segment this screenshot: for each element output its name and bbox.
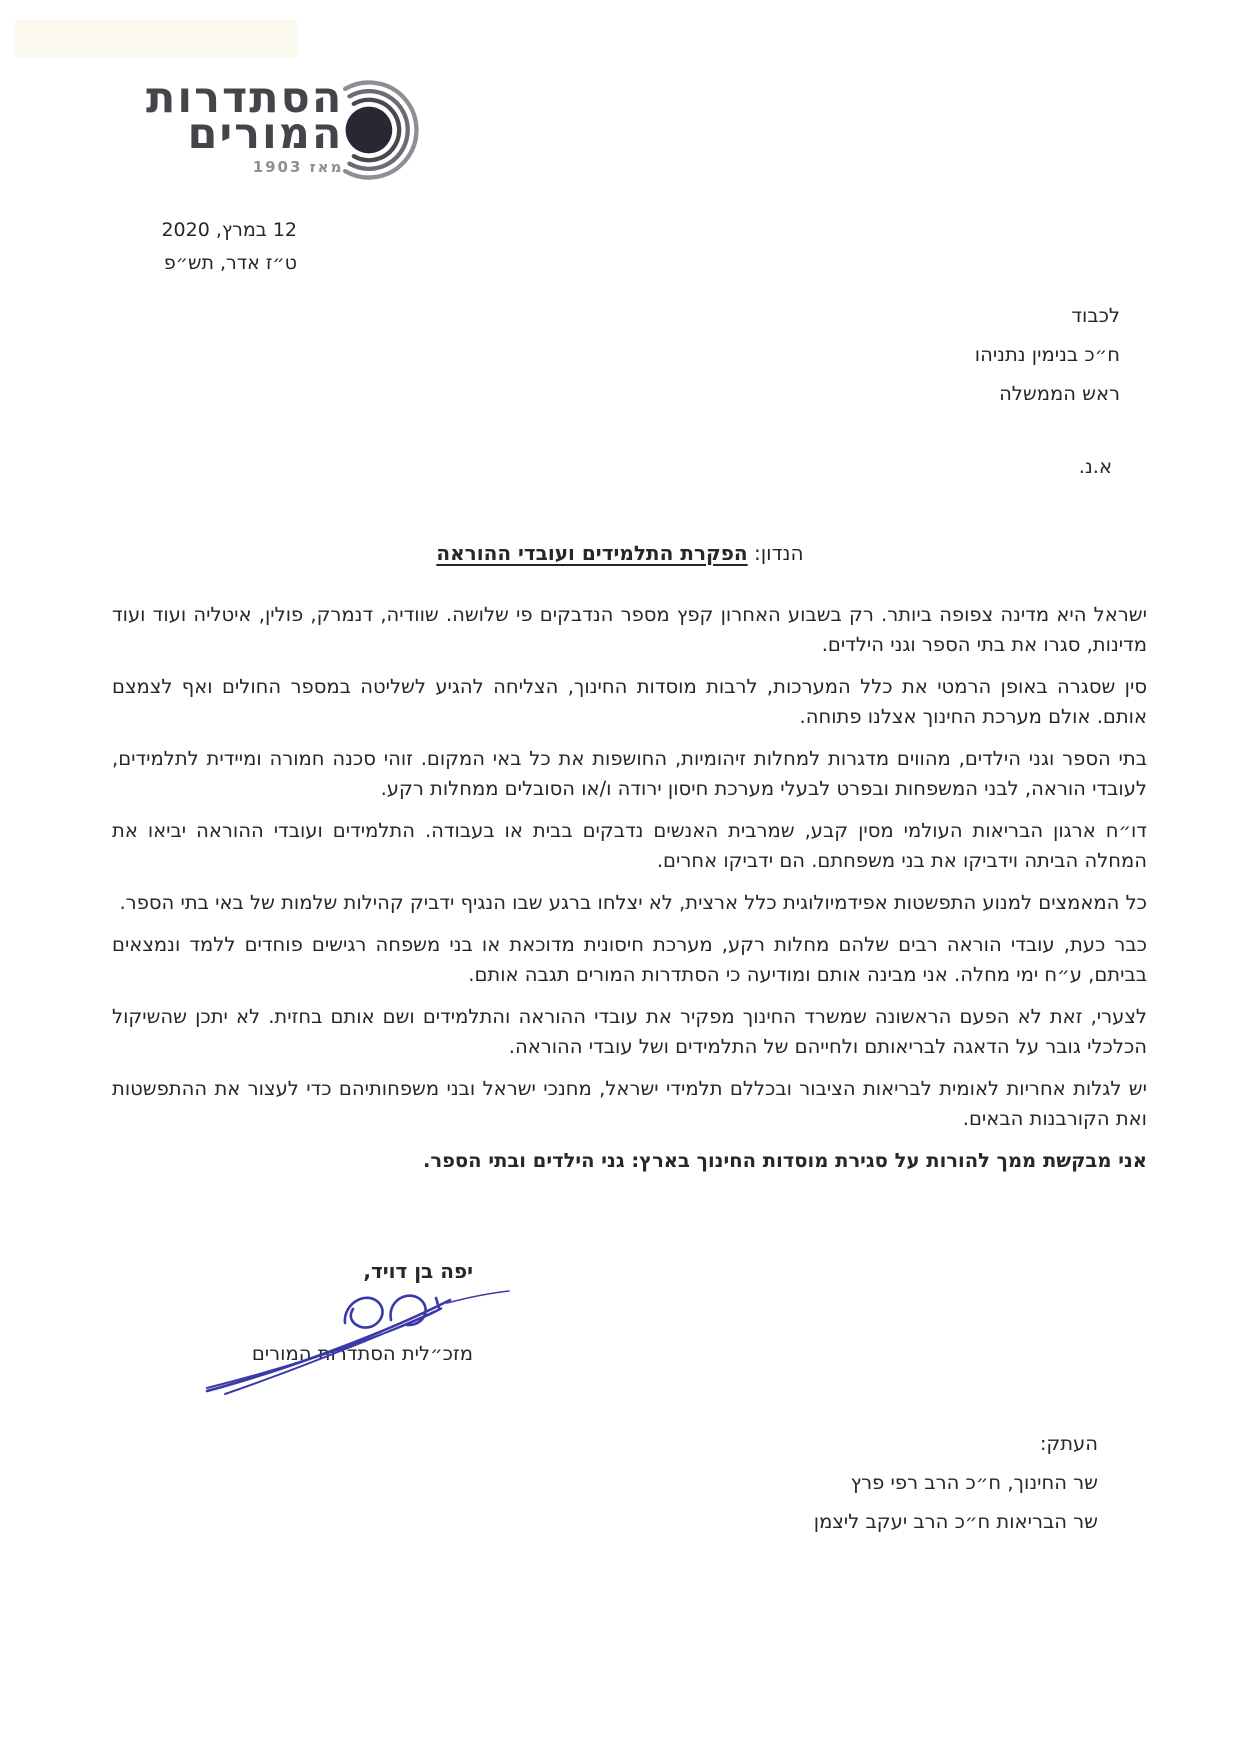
- body-paragraph: בתי הספר וגני הילדים, מהווים מדגרות למחלות זיהומיות, החושפות את כל באי המקום. זוהי סכנה חמורה ומיידית לתלמידים, לעובדי הוראה, לבני המשפחות ובפרט לבעלי מערכת חיסון ירודה ו/או הסובלים ממחלות רקע.: [112, 747, 1147, 800]
- letterhead: [146, 73, 435, 184]
- letter-body: [112, 600, 1147, 1188]
- body-paragraph: כל המאמצים למנוע התפשטות אפידמיולוגית כלל ארצית, לא יצלחו ברגע שבו הנגיף ידביק קהילות שלמות של באי בתי הספר.: [119, 891, 1147, 914]
- signature-block: [205, 1256, 473, 1369]
- signer-role: מזכ״לית הסתדרות המורים: [251, 1342, 473, 1365]
- date-hebrew: ט״ז אדר, תש״פ: [163, 252, 297, 274]
- greeting: א.נ.: [1078, 455, 1112, 478]
- org-name-line1: הסתדרות: [146, 73, 344, 123]
- subject-label: הנדון:: [753, 541, 804, 565]
- body-paragraph: דו״ח ארגון הבריאות העולמי מסין קבע, שמרבית האנשים נדבקים בבית או בעבודה. התלמידים ועובדי ההוראה יביאו את המחלה הביתה וידביקו את בני משפחתם. הם ידביקו אחרים.: [112, 819, 1147, 872]
- body-paragraph: יש לגלות אחריות לאומית לבריאות הציבור ובכללם תלמידי ישראל, מחנכי ישראל ובני משפחותיהם כדי לעצור את ההתפשטות ואת הקורבנות הבאים.: [112, 1077, 1147, 1130]
- recipient-salutation: לכבוד: [1071, 304, 1120, 327]
- cc-label: העתק:: [1039, 1432, 1098, 1455]
- scan-artifact: [15, 20, 297, 58]
- org-since-label: מאז 1903: [252, 158, 344, 176]
- closing-request: אני מבקשת ממך להורות על סגירת מוסדות החינוך בארץ: גני הילדים ובתי הספר.: [422, 1149, 1147, 1172]
- signer-name: יפה בן דויד,: [363, 1259, 473, 1283]
- body-paragraph: כבר כעת, עובדי הוראה רבים שלהם מחלות רקע, מערכת חיסונית מדוכאת או בני משפחה רגישים פוחדים ללמד ונמצאים בביתם, ע״ח ימי מחלה. אני מבינה אותם ומודיעה כי הסתדרות המורים תגבה אותם.: [112, 933, 1147, 986]
- teachers-union-logo-icon: [343, 80, 419, 184]
- org-name-line2: המורים: [187, 109, 344, 159]
- date-block: [137, 214, 297, 280]
- cc-item: שר החינוך, ח״כ הרב רפי פרץ: [850, 1471, 1098, 1494]
- body-paragraph: ישראל היא מדינה צפופה ביותר. רק בשבוע האחרון קפץ מספר הנדבקים פי שלושה. שוודיה, דנמרק, פולין, איטליה ועוד ועוד מדינות, סגרו את בתי הספר וגני הילדים.: [112, 603, 1147, 656]
- body-paragraph: לצערי, זאת לא הפעם הראשונה שמשרד החינוך מפקיר את עובדי ההוראה והתלמידים ושם אותם בחזית. לא יתכן שהשיקול הכלכלי גובר על הדאגה לבריאותם ולחייהם של התלמידים ושל עובדי ההוראה.: [112, 1005, 1147, 1058]
- subject-title: הפקרת התלמידים ועובדי ההוראה: [436, 541, 748, 565]
- recipient-title: ראש הממשלה: [999, 382, 1120, 405]
- recipient-name: ח״כ בנימין נתניהו: [974, 343, 1120, 366]
- date-gregorian: 12 במרץ, 2020: [161, 219, 297, 241]
- org-logo-text: [146, 73, 344, 176]
- recipient-block: [975, 296, 1120, 413]
- body-paragraph: סין שסגרה באופן הרמטי את כלל המערכות, לרבות מוסדות החינוך, הצליחה להגיע לשליטה במספר החולים ואף לצמצם אותם. אולם מערכת החינוך אצלנו פתוחה.: [112, 675, 1147, 728]
- cc-item: שר הבריאות ח״כ הרב יעקב ליצמן: [813, 1510, 1098, 1533]
- subject-line: [0, 541, 1240, 565]
- cc-block: [814, 1424, 1098, 1541]
